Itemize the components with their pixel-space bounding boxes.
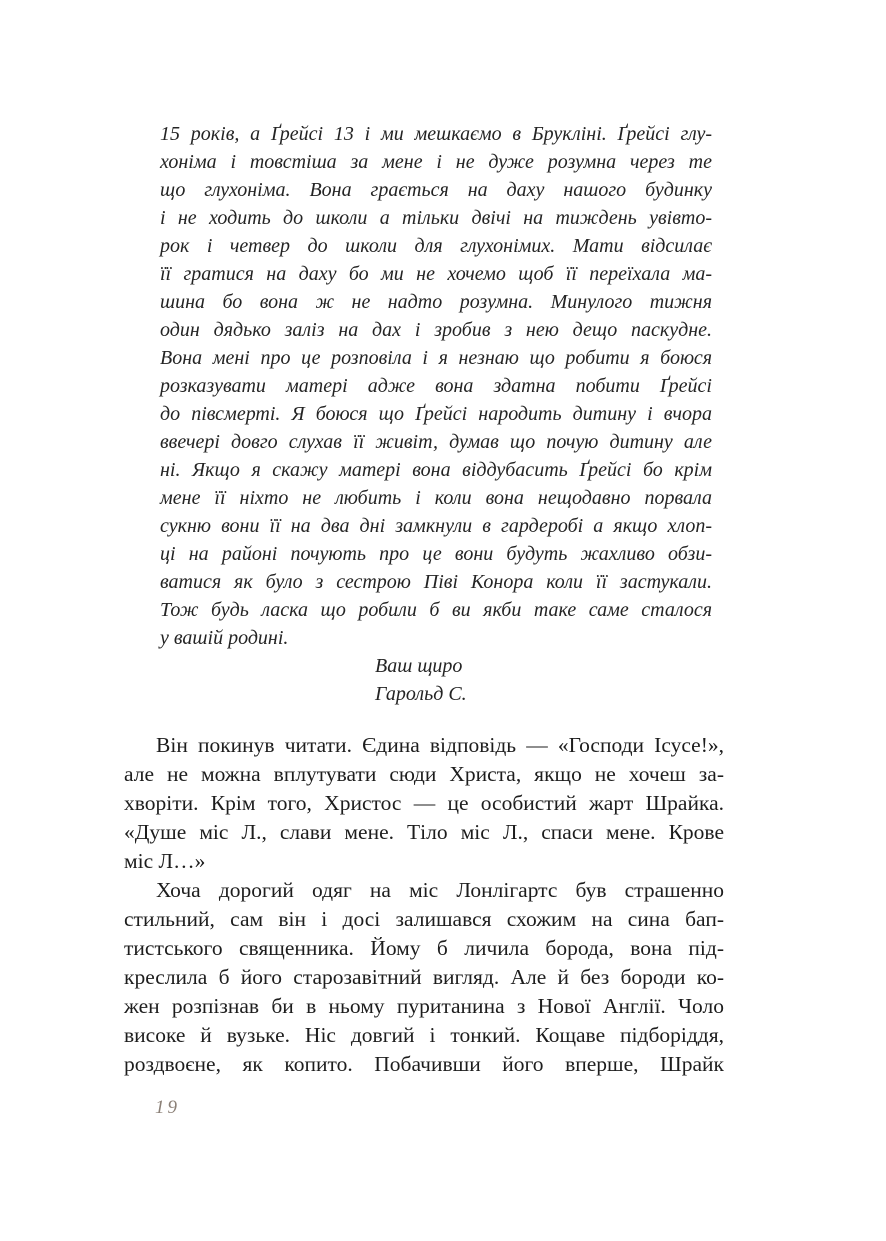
body-line: креслила б його старозавітний вигляд. Але й без бороди ко- [124,965,724,989]
letter-line: шина бо вона ж не надто розумна. Минулого тижня [160,291,712,313]
letter-line: ватися як було з сестрою Піві Конора коли її застукали. [160,571,712,593]
body-line: міс Л…» [124,849,206,873]
letter-line: сукню вони її на два дні замкнули в гардеробі а якщо хлоп- [160,515,712,537]
body-line: Хоча дорогий одяг на міс Лонлігартс був страшенно [156,878,724,902]
body-line: але не можна вплутувати сюди Христа, якщо не хочеш за- [124,762,724,786]
body-line: «Душе міс Л., слави мене. Тіло міс Л., спаси мене. Крове [124,820,724,844]
letter-line: один дядько заліз на дах і зробив з нею дещо паскудне. [160,319,712,341]
body-line: роздвоєне, як копито. Побачивши його вперше, Шрайк [124,1052,724,1076]
page-body-text [124,731,724,1079]
letter-line: розказувати матері адже вона здатна побити Ґрейсі [160,375,712,397]
body-line: стильний, сам він і досі залишався схожим на сина бап- [124,907,724,931]
body-line: Він покинув читати. Єдина відповідь — «Господи Ісусе!», [156,733,724,757]
body-line: тистського священника. Йому б личила борода, вона під- [124,936,724,960]
letter-line: у вашій родині. [160,627,289,649]
letter-signature-name: Гарольд С. [375,683,467,705]
letter-line: її гратися на даху бо ми не хочемо щоб її переїхала ма- [160,263,712,285]
letter-line: ці на районі почують про це вони будуть жахливо обзи- [160,543,712,565]
letter-line: Тож будь ласка що робили б ви якби таке саме сталося [160,599,712,621]
letter-line: і не ходить до школи а тільки двічі на тиждень увівто- [160,207,712,229]
letter-line: хоніма і товстіша за мене і не дуже розумна через те [160,151,712,173]
body-line: жен розпізнав би в ньому пуританина з Нової Англії. Чоло [124,994,724,1018]
letter-signoff: Ваш щиро [375,655,463,677]
letter-line: Вона мені про це розповіла і я незнаю що робити я боюся [160,347,712,369]
letter-line: ввечері довго слухав її живіт, думав що почую дитину але [160,431,712,453]
letter-line: ні. Якщо я скажу матері вона віддубасить Ґрейсі бо крім [160,459,712,481]
letter-line: 15 років, а Ґрейсі 13 і ми мешкаємо в Брукліні. Ґрейсі глу- [160,123,712,145]
letter-line: що глухоніма. Вона грається на даху нашого будинку [160,179,712,201]
letter-line: мене її ніхто не любить і коли вона нещодавно порвала [160,487,712,509]
page-number: 19 [155,1097,180,1118]
letter-line: рок і четвер до школи для глухонімих. Мати відсилає [160,235,712,257]
body-line: хворіти. Крім того, Христос — це особистий жарт Шрайка. [124,791,724,815]
letter-line: до півсмерті. Я боюся що Ґрейсі народить дитину і вчора [160,403,712,425]
letter-excerpt [160,120,712,708]
body-line: високе й вузьке. Ніс довгий і тонкий. Кощаве підборіддя, [124,1023,724,1047]
